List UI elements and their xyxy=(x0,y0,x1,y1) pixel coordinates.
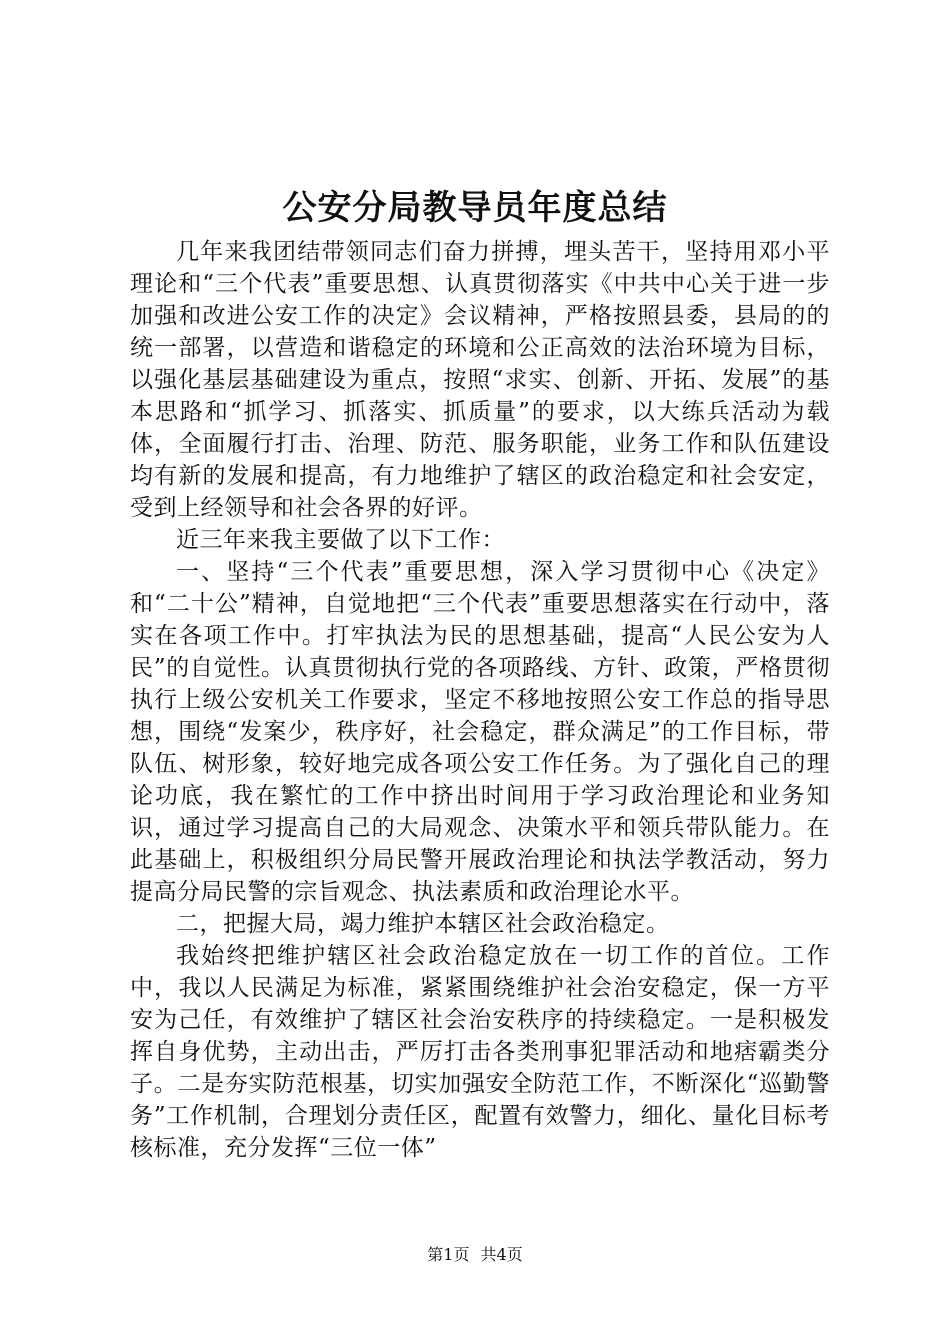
page-total: 共4页 xyxy=(480,1245,523,1264)
document-title: 公安分局教导员年度总结 xyxy=(282,188,668,228)
paragraph-section-one: 一、坚持“三个代表”重要思想，深入学习贯彻中心《决定》和“二十公”精神，自觉地把“三个代表”重要思想落实在行动中，落实在各项工作中。打牢执法为民的思想基础，提高“人民公安为人民”的自觉性。认真贯彻执行党的各项路线、方针、政策，严格贯彻执行上级公安机关工作要求，坚定不移地按照公安工作总的指导思想，围绕“发案少，秩序好，社会稳定，群众满足”的工作目标，带队伍、树形象，较好地完成各项公安工作任务。为了强化自己的理论功底，我在繁忙的工作中挤出时间用于学习政治理论和业务知识，通过学习提高自己的大局观念、决策水平和领兵带队能力。在此基础上，积极组织分局民警开展政治理论和执法学教活动，努力提高分局民警的宗旨观念、执法素质和政治理论水平。 xyxy=(130,559,830,905)
document-body xyxy=(130,236,830,1164)
paragraph-section-two-heading: 二，把握大局，竭力维护本辖区社会政治稳定。 xyxy=(176,911,670,937)
paragraph-intro: 几年来我团结带领同志们奋力拼搏，埋头苦干，坚持用邓小平理论和“三个代表”重要思想、认真贯彻落实《中共中心关于进一步加强和改进公安工作的决定》会议精神，严格按照县委，县局的的统一部署，以营造和谐稳定的环境和公正高效的法治环境为目标，以强化基层基础建设为重点，按照“求实、创新、开拓、发展”的基本思路和“抓学习、抓落实、抓质量”的要求，以大练兵活动为载体，全面履行打击、治理、防范、服务职能，业务工作和队伍建设均有新的发展和提高，有力地维护了辖区的政治稳定和社会安定，受到上经领导和社会各界的好评。 xyxy=(130,239,830,521)
paragraph-section-two-body: 我始终把维护辖区社会政治稳定放在一切工作的首位。工作中，我以人民满足为标准，紧紧围绕维护社会治安稳定，保一方平安为己任，有效维护了辖区社会治安秩序的持续稳定。一是积极发挥自身优势，主动出击，严厉打击各类刑事犯罪活动和地痞霸类分子。二是夯实防范根基，切实加强安全防范工作，不断深化“巡勤警务”工作机制，合理划分责任区，配置有效警力，细化、量化目标考核标准，充分发挥“三位一体” xyxy=(130,943,830,1161)
paragraph-work-summary-lead: 近三年来我主要做了以下工作： xyxy=(176,527,505,553)
page-number: 第1页 xyxy=(427,1245,470,1264)
page-footer xyxy=(0,1244,950,1266)
